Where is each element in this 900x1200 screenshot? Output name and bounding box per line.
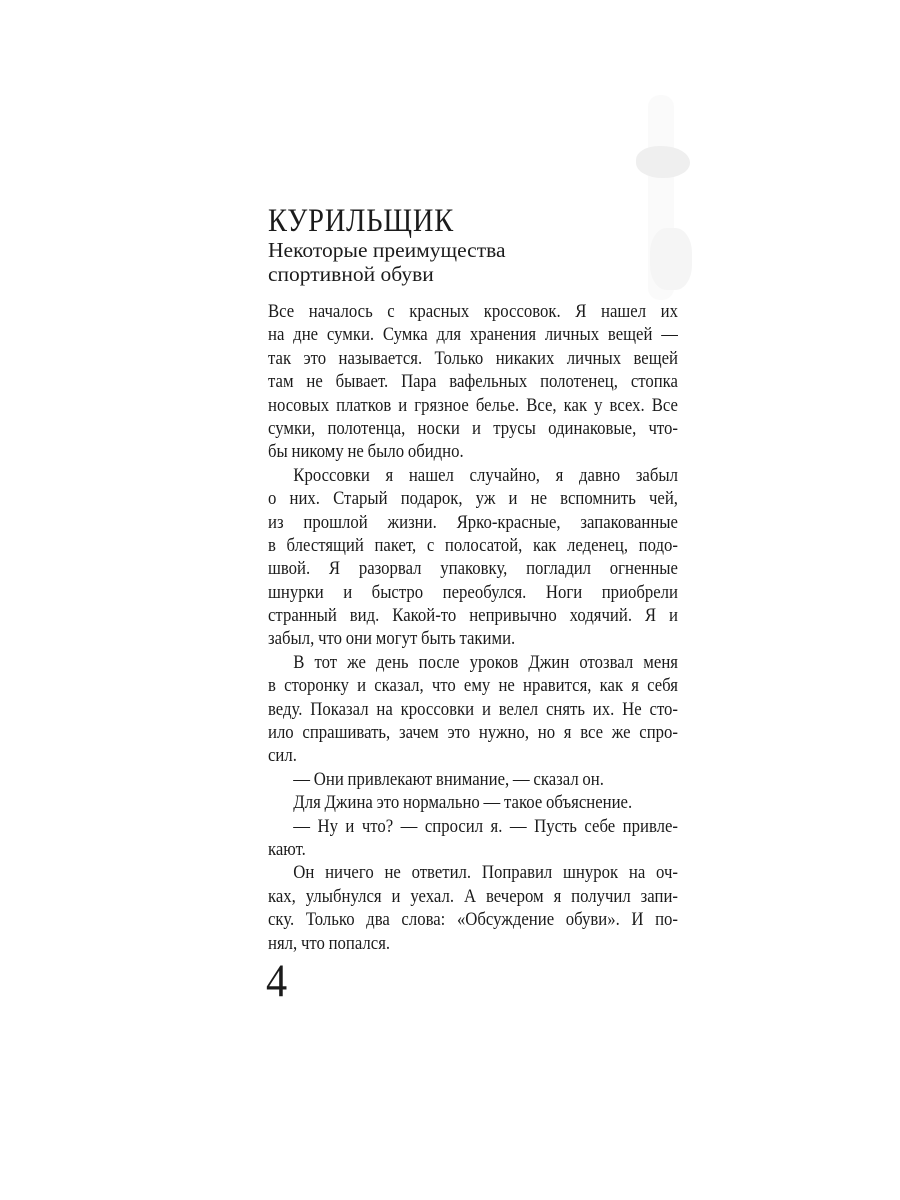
paragraph — [268, 791, 738, 814]
text-line: шнурки и быстро переобулся. Ноги приобрели — [268, 581, 678, 603]
scan-artifact-smudge — [636, 146, 690, 178]
text-line: кают. — [268, 838, 306, 860]
chapter-title: КУРИЛЬЩИК — [268, 203, 455, 239]
text-line: — Ну и что? — спросил я. — Пусть себе привле- — [293, 815, 678, 837]
paragraph — [268, 464, 738, 651]
text-line: Все началось с красных кроссовок. Я нашел их — [268, 301, 678, 322]
text-line: В тот же день после уроков Джин отозвал меня — [293, 651, 678, 673]
paragraph — [268, 651, 738, 768]
text-line: из прошлой жизни. Ярко-красные, запакованные — [268, 511, 678, 533]
text-line: сумки, полотенца, носки и трусы одинаковые, что- — [268, 417, 678, 439]
text-line: так это называется. Только никаких личных вещей — [268, 347, 678, 369]
text-line: Он ничего не ответил. Поправил шнурок на оч- — [293, 862, 678, 884]
chapter-subtitle — [268, 239, 506, 286]
text-line: — Они привлекают внимание, — сказал он. — [293, 768, 604, 790]
text-line: ску. Только два слова: «Обсуждение обуви». И по- — [268, 909, 678, 931]
text-line: ило спрашивать, зачем это нужно, но я все же спро- — [268, 722, 678, 744]
text-line: сил. — [268, 745, 297, 767]
text-line: о них. Старый подарок, уж и не вспомнить чей, — [268, 488, 678, 510]
text-line: Кроссовки я нашел случайно, я давно забыл — [293, 464, 678, 486]
page-number: 4 — [266, 955, 288, 1007]
text-line: в сторонку и сказал, что ему не нравится, как я себя — [268, 675, 678, 697]
text-line: швой. Я разорвал упаковку, погладил огненные — [268, 558, 678, 580]
text-line: нял, что попался. — [268, 932, 391, 954]
text-line: странный вид. Какой-то непривычно ходячий. Я и — [268, 605, 678, 627]
text-line: забыл, что они могут быть такими. — [268, 628, 516, 650]
text-line: носовых платков и грязное белье. Все, как у всех. Все — [268, 394, 678, 416]
paragraph — [268, 861, 738, 955]
text-line: на дне сумки. Сумка для хранения личных вещей — — [268, 324, 678, 346]
paragraph-dialogue — [268, 815, 738, 862]
scan-artifact-smudge-lower — [650, 228, 692, 290]
text-line: Для Джина это нормально — такое объяснение. — [293, 792, 633, 814]
text-line: ках, улыбнулся и уехал. А вечером я получил запи- — [268, 885, 678, 907]
chapter-subtitle-line-2: спортивной обуви — [268, 261, 434, 286]
chapter-subtitle-line-1: Некоторые преимущества — [268, 238, 506, 262]
paragraph — [268, 300, 738, 464]
paragraph-dialogue — [268, 768, 738, 791]
body-text — [268, 300, 738, 955]
text-line: там не бывает. Пара вафельных полотенец, стопка — [268, 371, 678, 393]
text-line: веду. Показал на кроссовки и велел снять их. Не сто- — [268, 698, 678, 720]
text-line: в блестящий пакет, с полосатой, как леденец, подо- — [268, 534, 678, 556]
text-line: бы никому не было обидно. — [268, 441, 464, 463]
